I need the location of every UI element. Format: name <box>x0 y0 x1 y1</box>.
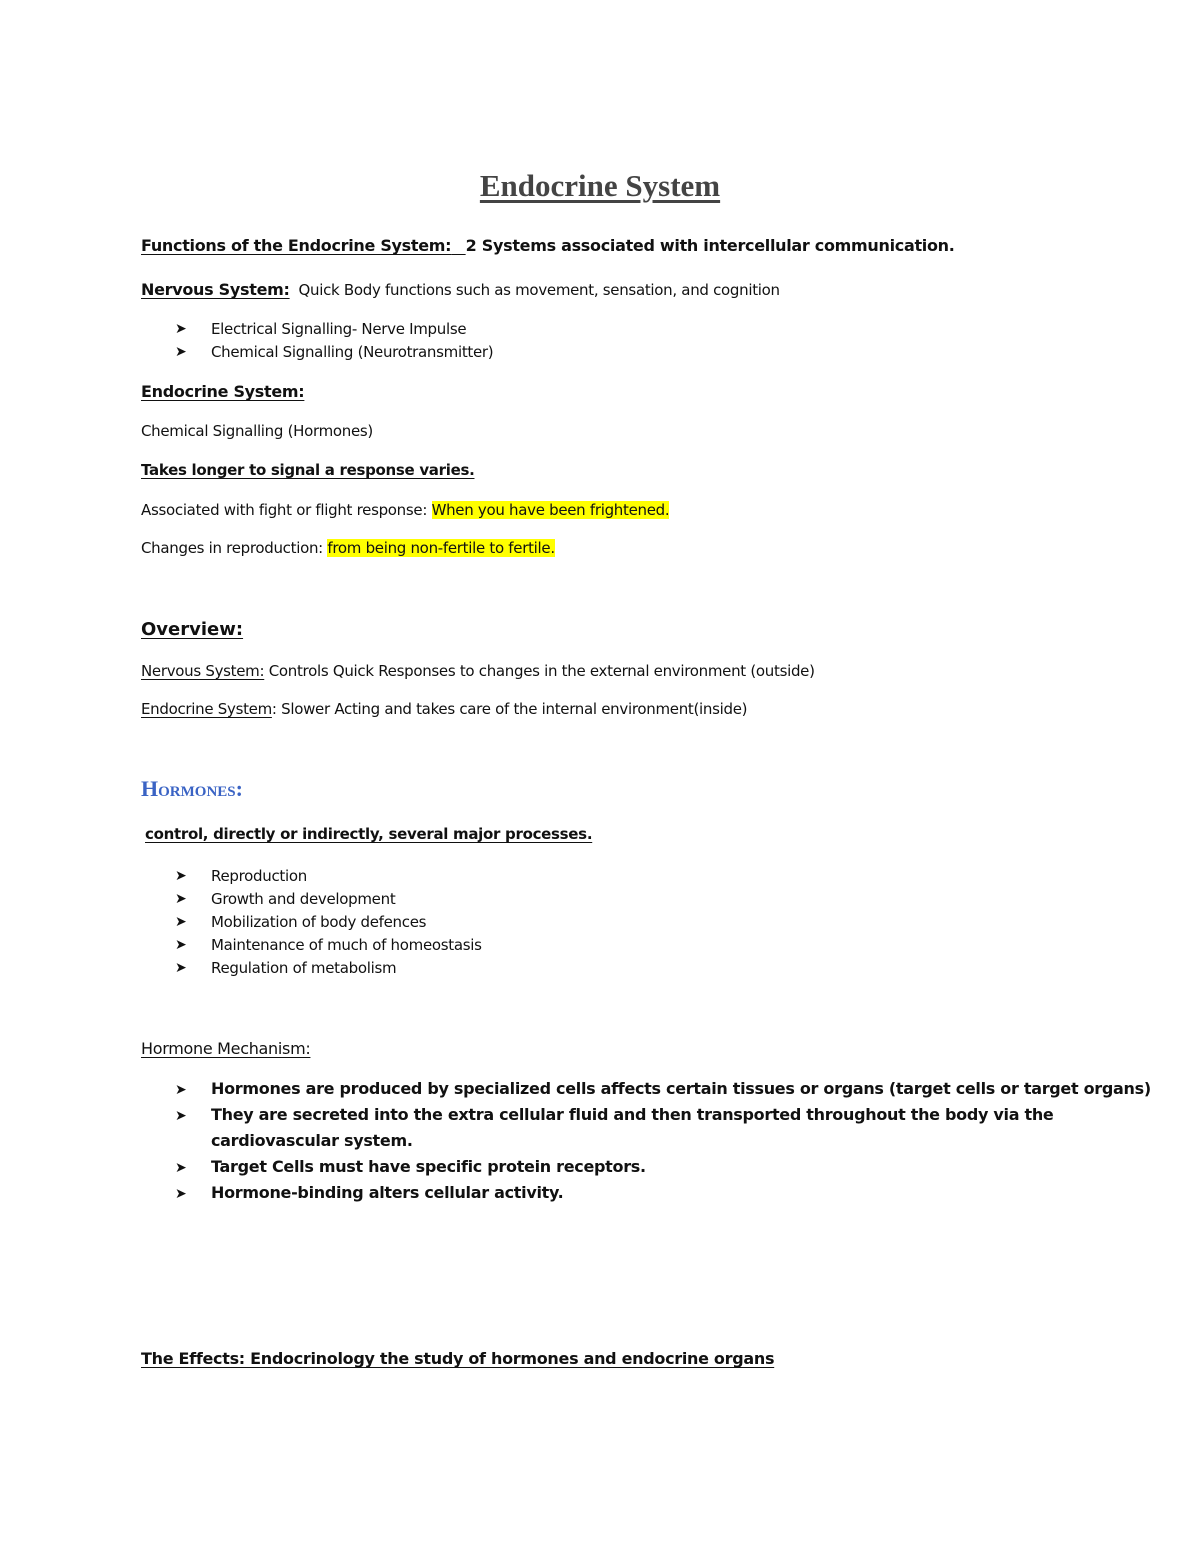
overview-endocrine-text: : Slower Acting and takes care of the internal environment(inside) <box>271 700 748 718</box>
list-item: ➤ Mobilization of body defences <box>175 911 482 934</box>
list-item: ➤ Regulation of metabolism <box>175 957 482 980</box>
fight-label: Associated with fight or flight response: <box>141 501 428 519</box>
overview-nervous-line <box>141 662 815 680</box>
overview-nervous-text: Controls Quick Responses to changes in the external environment (outside) <box>268 662 815 680</box>
endocrine-heading: Endocrine System: <box>141 382 305 401</box>
list-item: ➤ Hormone-binding alters cellular activity. <box>175 1180 1151 1206</box>
list-item: ➤ Maintenance of much of homeostasis <box>175 934 482 957</box>
mechanism-list <box>175 1076 1151 1206</box>
overview-nervous-label: Nervous System: <box>141 662 265 680</box>
arrowhead-bullet-icon: ➤ <box>175 321 187 337</box>
arrowhead-bullet-icon: ➤ <box>175 891 187 907</box>
nervous-line <box>141 280 780 299</box>
list-item: ➤ They are secreted into the extra cellular fluid and then transported throughout the body via the <box>175 1102 1151 1128</box>
list-item: ➤ Reproduction <box>175 865 482 888</box>
overview-endocrine-label: Endocrine System <box>141 700 272 718</box>
functions-label: Functions of the Endocrine System: <box>141 236 452 255</box>
hormones-subheading: control, directly or indirectly, several major processes. <box>145 825 593 843</box>
functions-line <box>141 236 955 255</box>
list-item: ➤ Chemical Signalling (Neurotransmitter) <box>175 341 493 364</box>
fight-highlight: When you have been frightened. <box>431 501 670 519</box>
nervous-label: Nervous System: <box>141 280 290 299</box>
hormones-heading: Hormones: <box>141 776 243 801</box>
arrowhead-bullet-icon: ➤ <box>175 1186 187 1202</box>
nervous-text: Quick Body functions such as movement, sensation, and cognition <box>298 281 780 299</box>
list-item: ➤ Electrical Signalling- Nerve Impulse <box>175 318 493 341</box>
arrowhead-bullet-icon: ➤ <box>175 1108 187 1124</box>
effects-heading: The Effects: Endocrinology the study of hormones and endocrine organs <box>141 1349 775 1368</box>
fight-flight-line <box>141 501 669 519</box>
page-title: Endocrine System <box>479 168 721 203</box>
mechanism-heading: Hormone Mechanism: <box>141 1039 311 1058</box>
arrowhead-bullet-icon: ➤ <box>175 344 187 360</box>
arrowhead-bullet-icon: ➤ <box>175 960 187 976</box>
list-item: ➤ Target Cells must have specific protein receptors. <box>175 1154 1151 1180</box>
list-item: ➤ Hormones are produced by specialized cells affects certain tissues or organs (target cells or target organs) <box>175 1076 1151 1102</box>
arrowhead-bullet-icon: ➤ <box>175 914 187 930</box>
repro-label: Changes in reproduction: <box>141 539 323 557</box>
overview-heading: Overview: <box>141 619 244 640</box>
repro-highlight: from being non-fertile to fertile. <box>327 539 555 557</box>
takes-longer-text: Takes longer to signal a response varies. <box>141 461 475 479</box>
arrowhead-bullet-icon: ➤ <box>175 937 187 953</box>
arrowhead-bullet-icon: ➤ <box>175 1082 187 1098</box>
hormones-list <box>175 865 482 980</box>
functions-text: 2 Systems associated with intercellular communication. <box>465 236 955 255</box>
reproduction-line <box>141 539 555 557</box>
list-item: ➤ Growth and development <box>175 888 482 911</box>
list-item-continuation: cardiovascular system. <box>211 1131 413 1150</box>
arrowhead-bullet-icon: ➤ <box>175 1160 187 1176</box>
endocrine-signalling: Chemical Signalling (Hormones) <box>141 422 373 440</box>
overview-endocrine-line <box>141 700 747 718</box>
arrowhead-bullet-icon: ➤ <box>175 868 187 884</box>
nervous-bullet-list <box>175 318 493 364</box>
